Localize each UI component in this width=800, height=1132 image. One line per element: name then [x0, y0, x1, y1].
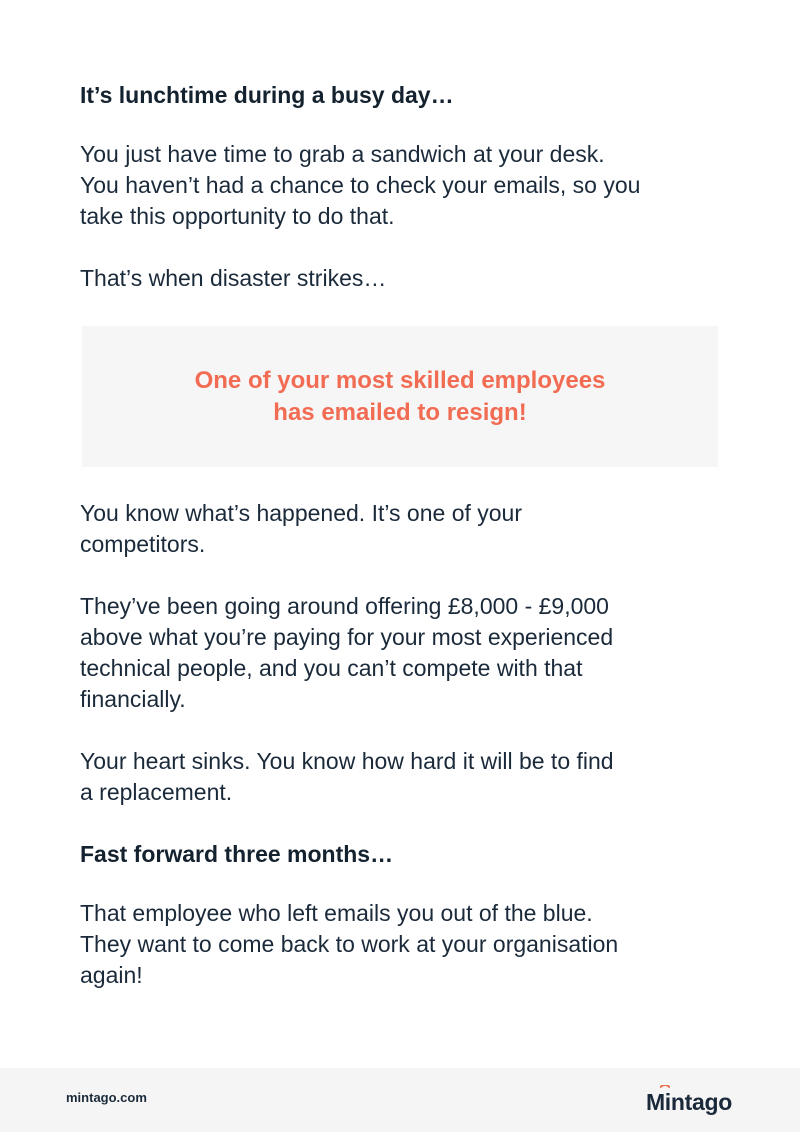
- paragraph-competitors: [80, 498, 720, 560]
- paragraph-line: again!: [80, 962, 143, 988]
- document-body: [80, 78, 720, 294]
- paragraph-disaster: That’s when disaster strikes…: [80, 265, 387, 291]
- paragraph-offers: [80, 591, 720, 715]
- page-footer: [0, 1068, 800, 1132]
- heading-fast-forward: Fast forward three months…: [80, 841, 394, 867]
- logo-mark-icon: [660, 1085, 670, 1090]
- logo-wordmark: Mintago: [645, 1089, 732, 1115]
- resignation-callout: [82, 326, 718, 467]
- paragraph-line: technical people, and you can’t compete with that: [80, 655, 583, 681]
- callout-text: [170, 365, 630, 429]
- logo-text: [646, 1089, 732, 1116]
- paragraph-line: financially.: [80, 686, 186, 712]
- paragraph-heart-sinks: [80, 746, 720, 808]
- document-body-continued: [80, 498, 720, 991]
- paragraph-line: Your heart sinks. You know how hard it will be to find: [80, 748, 614, 774]
- paragraph-line: competitors.: [80, 531, 206, 557]
- paragraph-line: They’ve been going around offering £8,000 - £9,000: [80, 593, 609, 619]
- paragraph-line: You haven’t had a chance to check your emails, so you: [80, 172, 641, 198]
- footer-url: mintago.com: [66, 1090, 147, 1105]
- heading-lunchtime: It’s lunchtime during a busy day…: [80, 82, 454, 108]
- paragraph-line: take this opportunity to do that.: [80, 203, 395, 229]
- paragraph-line: They want to come back to work at your organisation: [80, 931, 619, 957]
- callout-line: has emailed to resign!: [273, 398, 527, 426]
- paragraph-line: You know what’s happened. It’s one of your: [80, 500, 523, 526]
- mintago-logo: [646, 1082, 732, 1116]
- callout-line: One of your most skilled employees: [194, 366, 606, 394]
- paragraph-line: That employee who left emails you out of the blue.: [80, 900, 593, 926]
- paragraph-return: [80, 898, 720, 991]
- paragraph-sandwich: [80, 139, 720, 232]
- paragraph-line: a replacement.: [80, 779, 233, 805]
- paragraph-line: above what you’re paying for your most experienced: [80, 624, 614, 650]
- paragraph-line: You just have time to grab a sandwich at your desk.: [80, 141, 605, 167]
